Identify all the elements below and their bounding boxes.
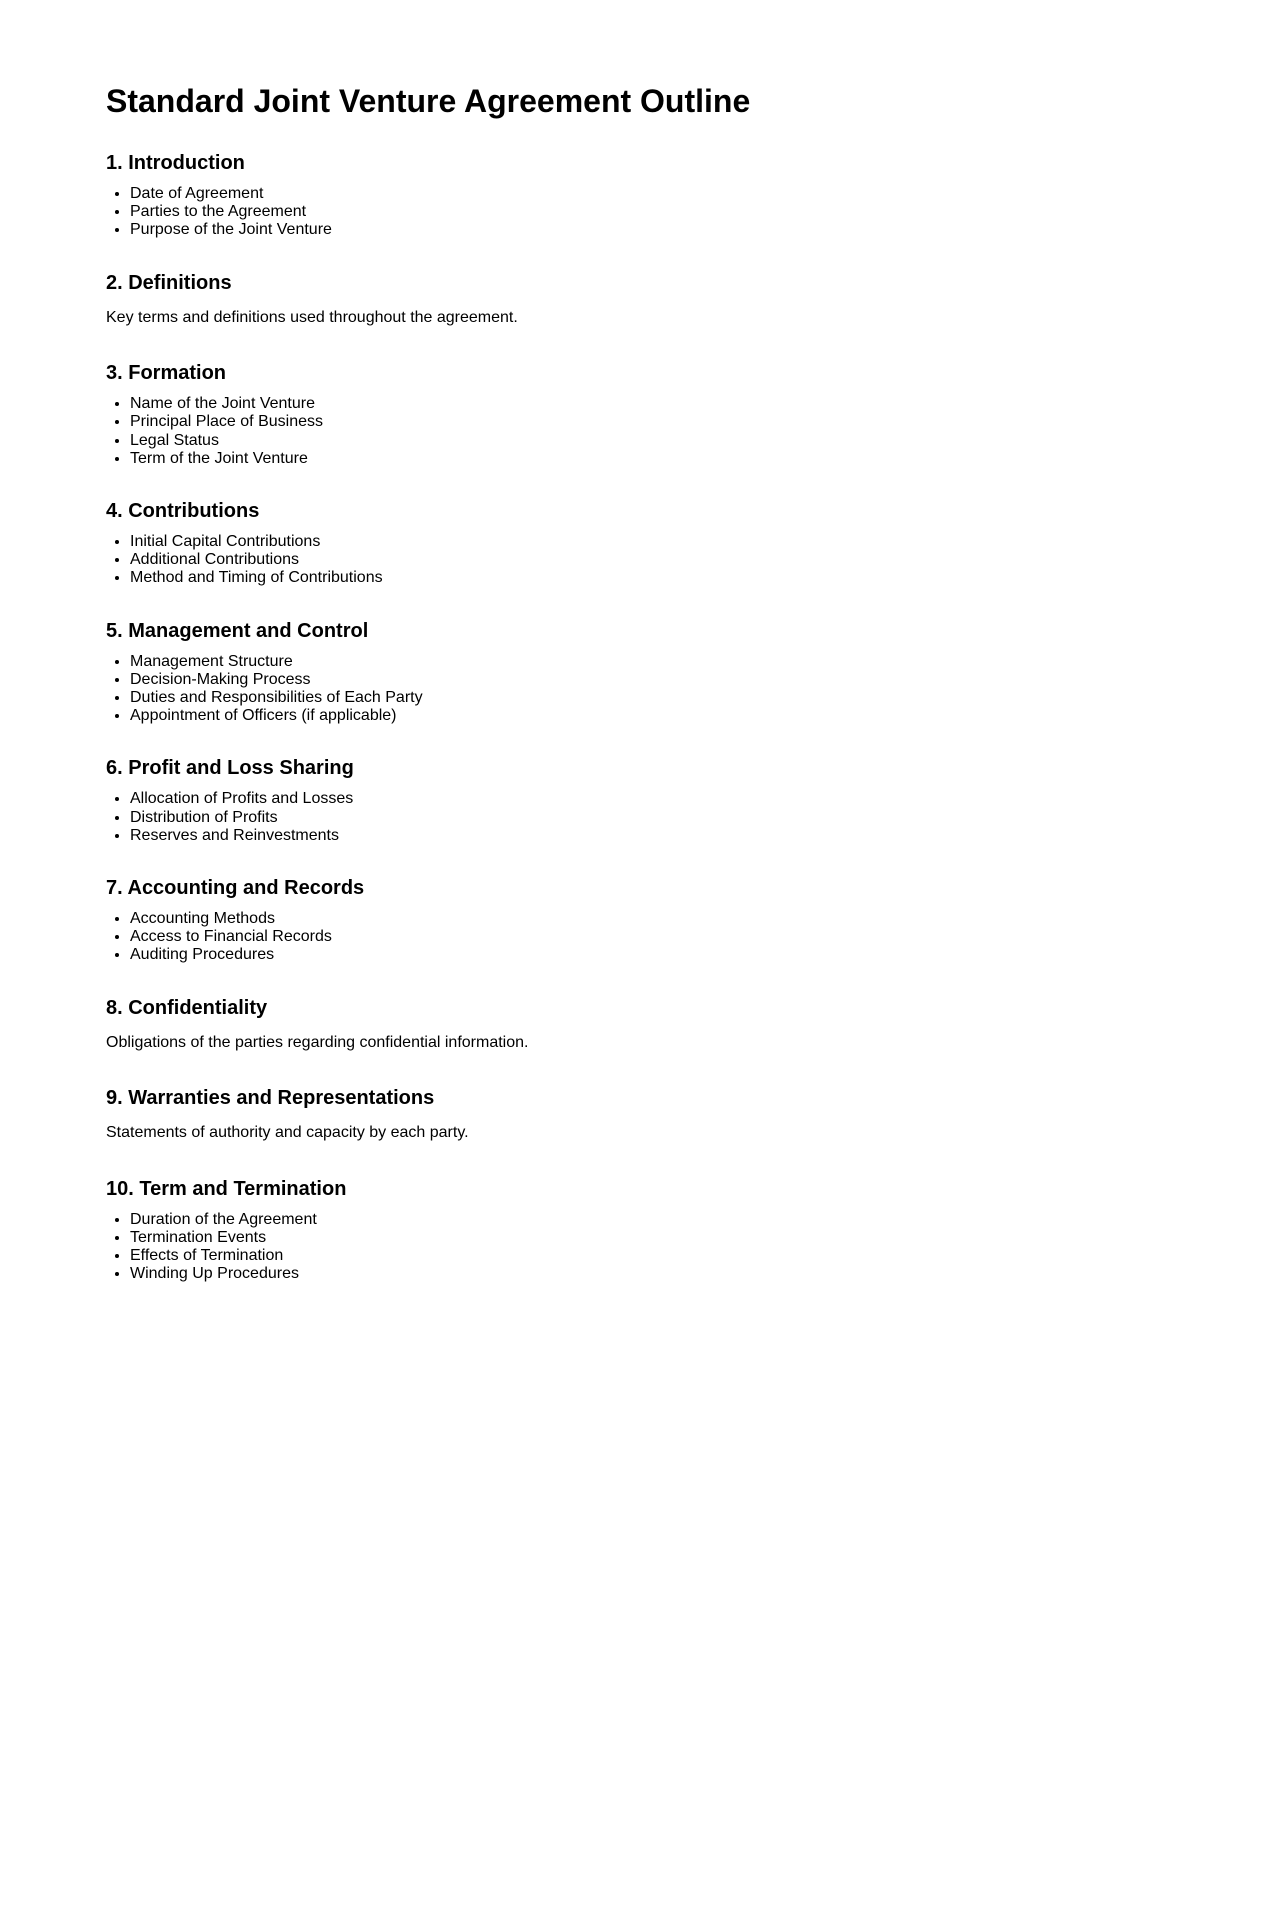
section-management-and-control xyxy=(106,620,1223,726)
list-item: • Decision-Making Process xyxy=(130,671,1223,689)
list-item: • Additional Contributions xyxy=(130,551,1223,569)
list-item: • Access to Financial Records xyxy=(130,928,1223,946)
list-item: • Duration of the Agreement xyxy=(130,1211,1223,1229)
section-description: Obligations of the parties regarding confidential information. xyxy=(106,1033,529,1051)
bullet-list xyxy=(106,395,1223,468)
list-item: • Date of Agreement xyxy=(130,185,1223,203)
bullet-list xyxy=(106,1211,1223,1284)
section-confidentiality xyxy=(106,997,1223,1056)
section-heading: 10. Term and Termination xyxy=(106,1177,347,1200)
list-item: • Effects of Termination xyxy=(130,1247,1223,1265)
section-description: Key terms and definitions used throughout the agreement. xyxy=(106,308,518,326)
list-item: • Purpose of the Joint Venture xyxy=(130,221,1223,239)
list-item: • Allocation of Profits and Losses xyxy=(130,790,1223,808)
list-item: • Accounting Methods xyxy=(130,910,1223,928)
section-heading: 9. Warranties and Representations xyxy=(106,1087,435,1110)
list-item: • Appointment of Officers (if applicable) xyxy=(130,707,1223,725)
section-heading: 6. Profit and Loss Sharing xyxy=(106,757,354,780)
list-item: • Principal Place of Business xyxy=(130,413,1223,431)
list-item: • Winding Up Procedures xyxy=(130,1265,1223,1283)
section-formation xyxy=(106,362,1223,468)
bullet-list xyxy=(106,653,1223,726)
section-heading: 2. Definitions xyxy=(106,271,232,294)
list-item: • Method and Timing of Contributions xyxy=(130,569,1223,587)
list-item: • Duties and Responsibilities of Each Party xyxy=(130,689,1223,707)
bullet-list xyxy=(106,910,1223,965)
list-item: • Termination Events xyxy=(130,1229,1223,1247)
section-term-and-termination xyxy=(106,1178,1223,1284)
list-item: • Management Structure xyxy=(130,653,1223,671)
list-item: • Initial Capital Contributions xyxy=(130,533,1223,551)
list-item: • Parties to the Agreement xyxy=(130,203,1223,221)
section-heading: 4. Contributions xyxy=(106,500,260,523)
bullet-list xyxy=(106,185,1223,240)
section-heading: 5. Management and Control xyxy=(106,619,369,642)
page-title: Standard Joint Venture Agreement Outline xyxy=(106,83,751,119)
section-heading: 8. Confidentiality xyxy=(106,996,268,1019)
section-introduction xyxy=(106,152,1223,240)
section-description: Statements of authority and capacity by each party. xyxy=(106,1124,469,1142)
list-item: • Reserves and Reinvestments xyxy=(130,827,1223,845)
section-contributions xyxy=(106,500,1223,588)
section-heading: 7. Accounting and Records xyxy=(106,877,365,900)
list-item: • Term of the Joint Venture xyxy=(130,450,1223,468)
section-accounting-and-records xyxy=(106,877,1223,965)
section-definitions xyxy=(106,272,1223,331)
list-item: • Legal Status xyxy=(130,432,1223,450)
list-item: • Name of the Joint Venture xyxy=(130,395,1223,413)
bullet-list xyxy=(106,533,1223,588)
section-warranties-and-representations xyxy=(106,1087,1223,1146)
section-heading: 3. Formation xyxy=(106,362,227,385)
section-profit-and-loss-sharing xyxy=(106,757,1223,845)
bullet-list xyxy=(106,790,1223,845)
list-item: • Distribution of Profits xyxy=(130,809,1223,827)
list-item: • Auditing Procedures xyxy=(130,946,1223,964)
section-heading: 1. Introduction xyxy=(106,152,245,174)
